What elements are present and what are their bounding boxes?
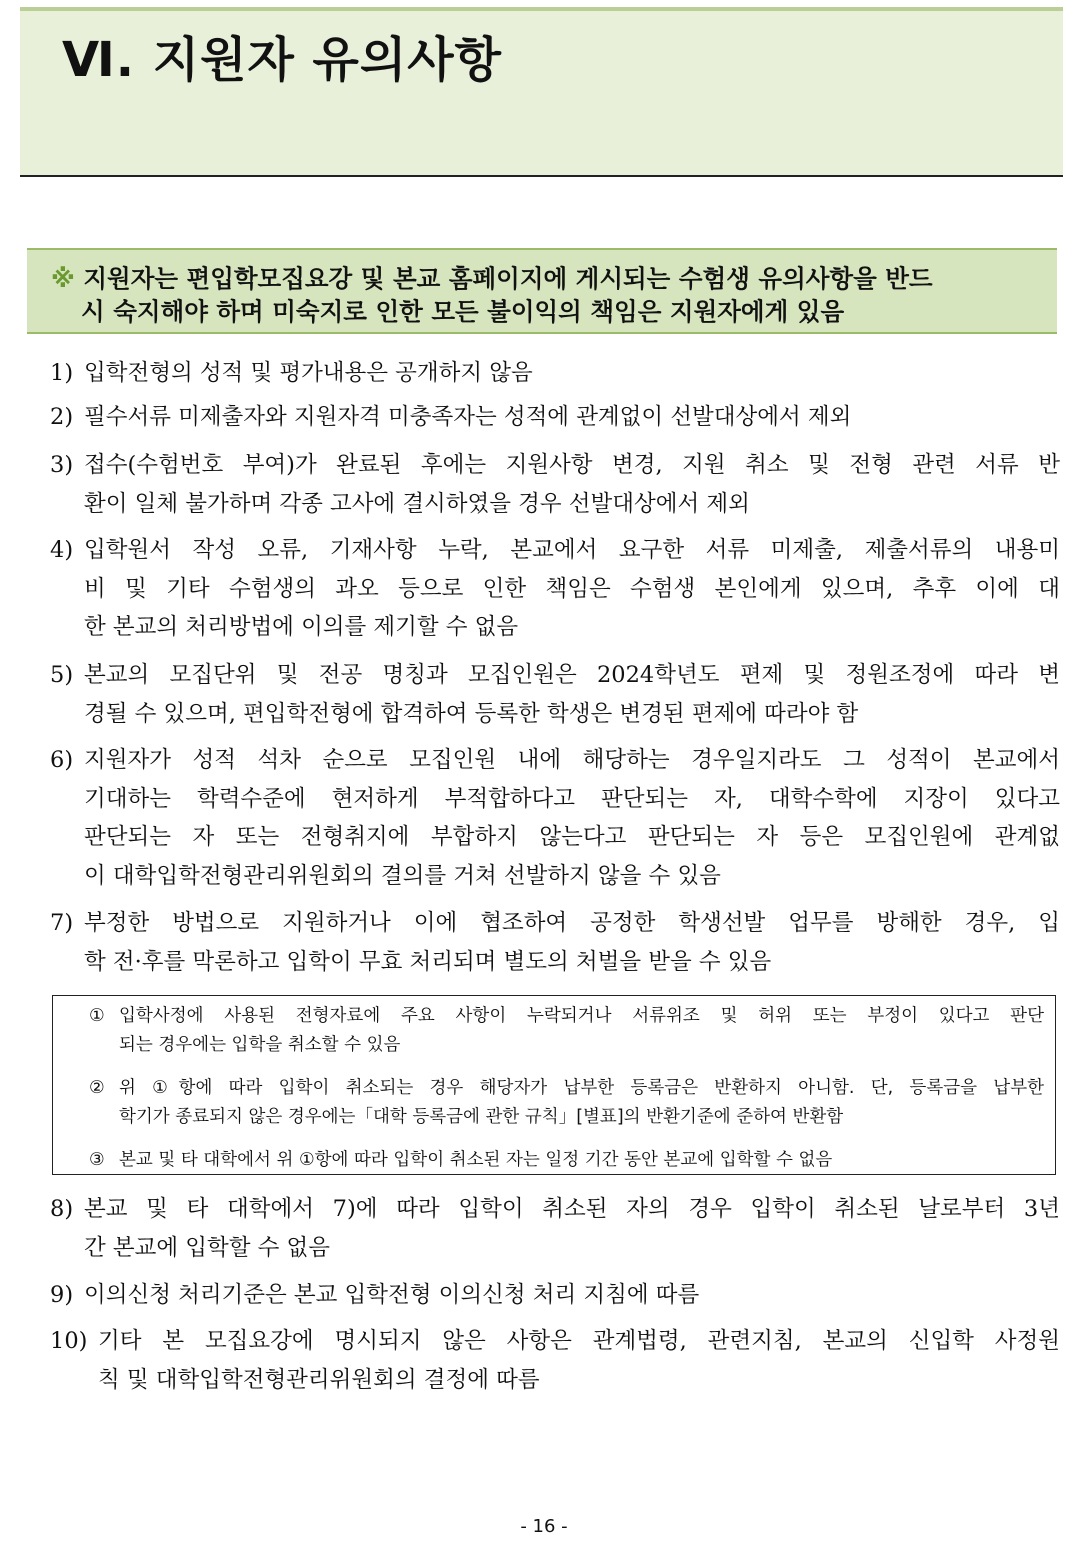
sub-item-number: ② <box>89 1078 105 1098</box>
sub-item-box <box>52 995 1056 1175</box>
item-line: 간 본교에 입학할 수 없음 <box>84 1234 330 1261</box>
list-item <box>50 354 1060 393</box>
item-line: 접수(수험번호 부여)가 완료된 후에는 지원사항 변경, 지원 취소 및 전형 관련 서류 반 <box>84 452 1060 478</box>
sub-item <box>89 1074 1044 1132</box>
item-number: 1) <box>50 360 74 386</box>
section-header <box>20 7 1063 177</box>
item-line: 입학전형의 성적 및 평가내용은 공개하지 않음 <box>84 360 533 386</box>
item-number: 10) <box>50 1328 88 1354</box>
item-line: 판단되는 자 또는 전형취지에 부합하지 않는다고 판단되는 자 등은 모집인원에 관계없 <box>84 824 1060 850</box>
list-item <box>50 398 1060 437</box>
list-item <box>50 741 1060 895</box>
notice-line-2: 시 숙지해야 하며 미숙지로 인한 모든 불이익의 책임은 지원자에게 있음 <box>81 297 845 326</box>
list-item <box>50 1190 1060 1267</box>
list-item <box>50 656 1060 733</box>
item-number: 8) <box>50 1196 74 1222</box>
page-number: - 16 - <box>520 1516 568 1537</box>
item-line: 환이 일체 불가하며 각종 고사에 결시하였을 경우 선발대상에서 제외 <box>84 490 750 517</box>
item-number: 4) <box>50 537 74 563</box>
item-line: 본교 및 타 대학에서 7)에 따라 입학이 취소된 자의 경우 입학이 취소된 날로부터 3년 <box>84 1196 1060 1222</box>
item-line: 학 전·후를 막론하고 입학이 무효 처리되며 별도의 처벌을 받을 수 있음 <box>84 948 772 975</box>
list-item <box>50 904 1060 981</box>
item-line: 경될 수 있으며, 편입학전형에 합격하여 등록한 학생은 변경된 편제에 따라야 함 <box>84 700 859 727</box>
item-line: 본교의 모집단위 및 전공 명칭과 모집인원은 2024학년도 편제 및 정원조정에 따라 변 <box>84 662 1060 688</box>
section-title: Ⅵ. 지원자 유의사항 <box>62 32 502 88</box>
item-number: 6) <box>50 747 74 773</box>
sub-item-line: 되는 경우에는 입학을 취소할 수 있음 <box>119 1035 401 1055</box>
item-number: 3) <box>50 452 74 478</box>
list-item <box>50 446 1060 523</box>
list-item <box>50 1276 1060 1315</box>
item-line: 이의신청 처리기준은 본교 입학전형 이의신청 처리 지침에 따름 <box>84 1282 700 1308</box>
item-line: 부정한 방법으로 지원하거나 이에 협조하여 공정한 학생선발 업무를 방해한 경우, 입 <box>84 910 1060 936</box>
sub-item-line: 입학사정에 사용된 전형자료에 주요 사항이 누락되거나 서류위조 및 허위 또는 부정이 있다고 판단 <box>119 1006 1044 1026</box>
item-line: 기타 본 모집요강에 명시되지 않은 사항은 관계법령, 관련지침, 본교의 신입학 사정원 <box>98 1328 1060 1354</box>
item-line: 입학원서 작성 오류, 기재사항 누락, 본교에서 요구한 서류 미제출, 제출서류의 내용미 <box>84 537 1060 563</box>
item-line: 기대하는 학력수준에 현저하게 부적합하다고 판단되는 자, 대학수학에 지장이 있다고 <box>84 785 1060 812</box>
item-number: 2) <box>50 404 74 430</box>
notice-box <box>27 248 1057 334</box>
reference-mark-icon: ※ <box>51 264 75 293</box>
sub-item-number: ③ <box>89 1150 105 1170</box>
item-line: 비 및 기타 수험생의 과오 등으로 인한 책임은 수험생 본인에게 있으며, 추후 이에 대 <box>84 575 1060 602</box>
item-line: 이 대학입학전형관리위원회의 결의를 거쳐 선발하지 않을 수 있음 <box>84 862 721 889</box>
item-line: 한 본교의 처리방법에 이의를 제기할 수 없음 <box>84 614 519 640</box>
item-number: 7) <box>50 910 74 936</box>
item-line: 필수서류 미제출자와 지원자격 미충족자는 성적에 관계없이 선발대상에서 제외 <box>84 404 852 430</box>
sub-item <box>89 1002 1044 1060</box>
notice-line-1: 지원자는 편입학모집요강 및 본교 홈페이지에 게시되는 수험생 유의사항을 반드 <box>83 264 933 293</box>
sub-item-line: 학기가 종료되지 않은 경우에는「대학 등록금에 관한 규칙」[별표]의 반환기준에 준하여 반환함 <box>119 1107 844 1127</box>
sub-item-line: 위 ①항에 따라 입학이 취소되는 경우 해당자가 납부한 등록금은 반환하지 아니함. 단, 등록금을 납부한 <box>119 1078 1044 1098</box>
item-line: 칙 및 대학입학전형관리위원회의 결정에 따름 <box>98 1366 540 1393</box>
item-number: 5) <box>50 662 74 688</box>
header-top-bar <box>20 7 1063 11</box>
list-item <box>50 1322 1060 1399</box>
item-line: 지원자가 성적 석차 순으로 모집인원 내에 해당하는 경우일지라도 그 성적이 본교에서 <box>84 747 1060 773</box>
sub-item-line: 본교 및 타 대학에서 위 ①항에 따라 입학이 취소된 자는 일정 기간 동안 본교에 입학할 수 없음 <box>119 1150 833 1170</box>
list-item <box>50 531 1060 647</box>
item-number: 9) <box>50 1282 74 1308</box>
sub-item <box>89 1146 1044 1175</box>
sub-item-number: ① <box>89 1006 105 1026</box>
